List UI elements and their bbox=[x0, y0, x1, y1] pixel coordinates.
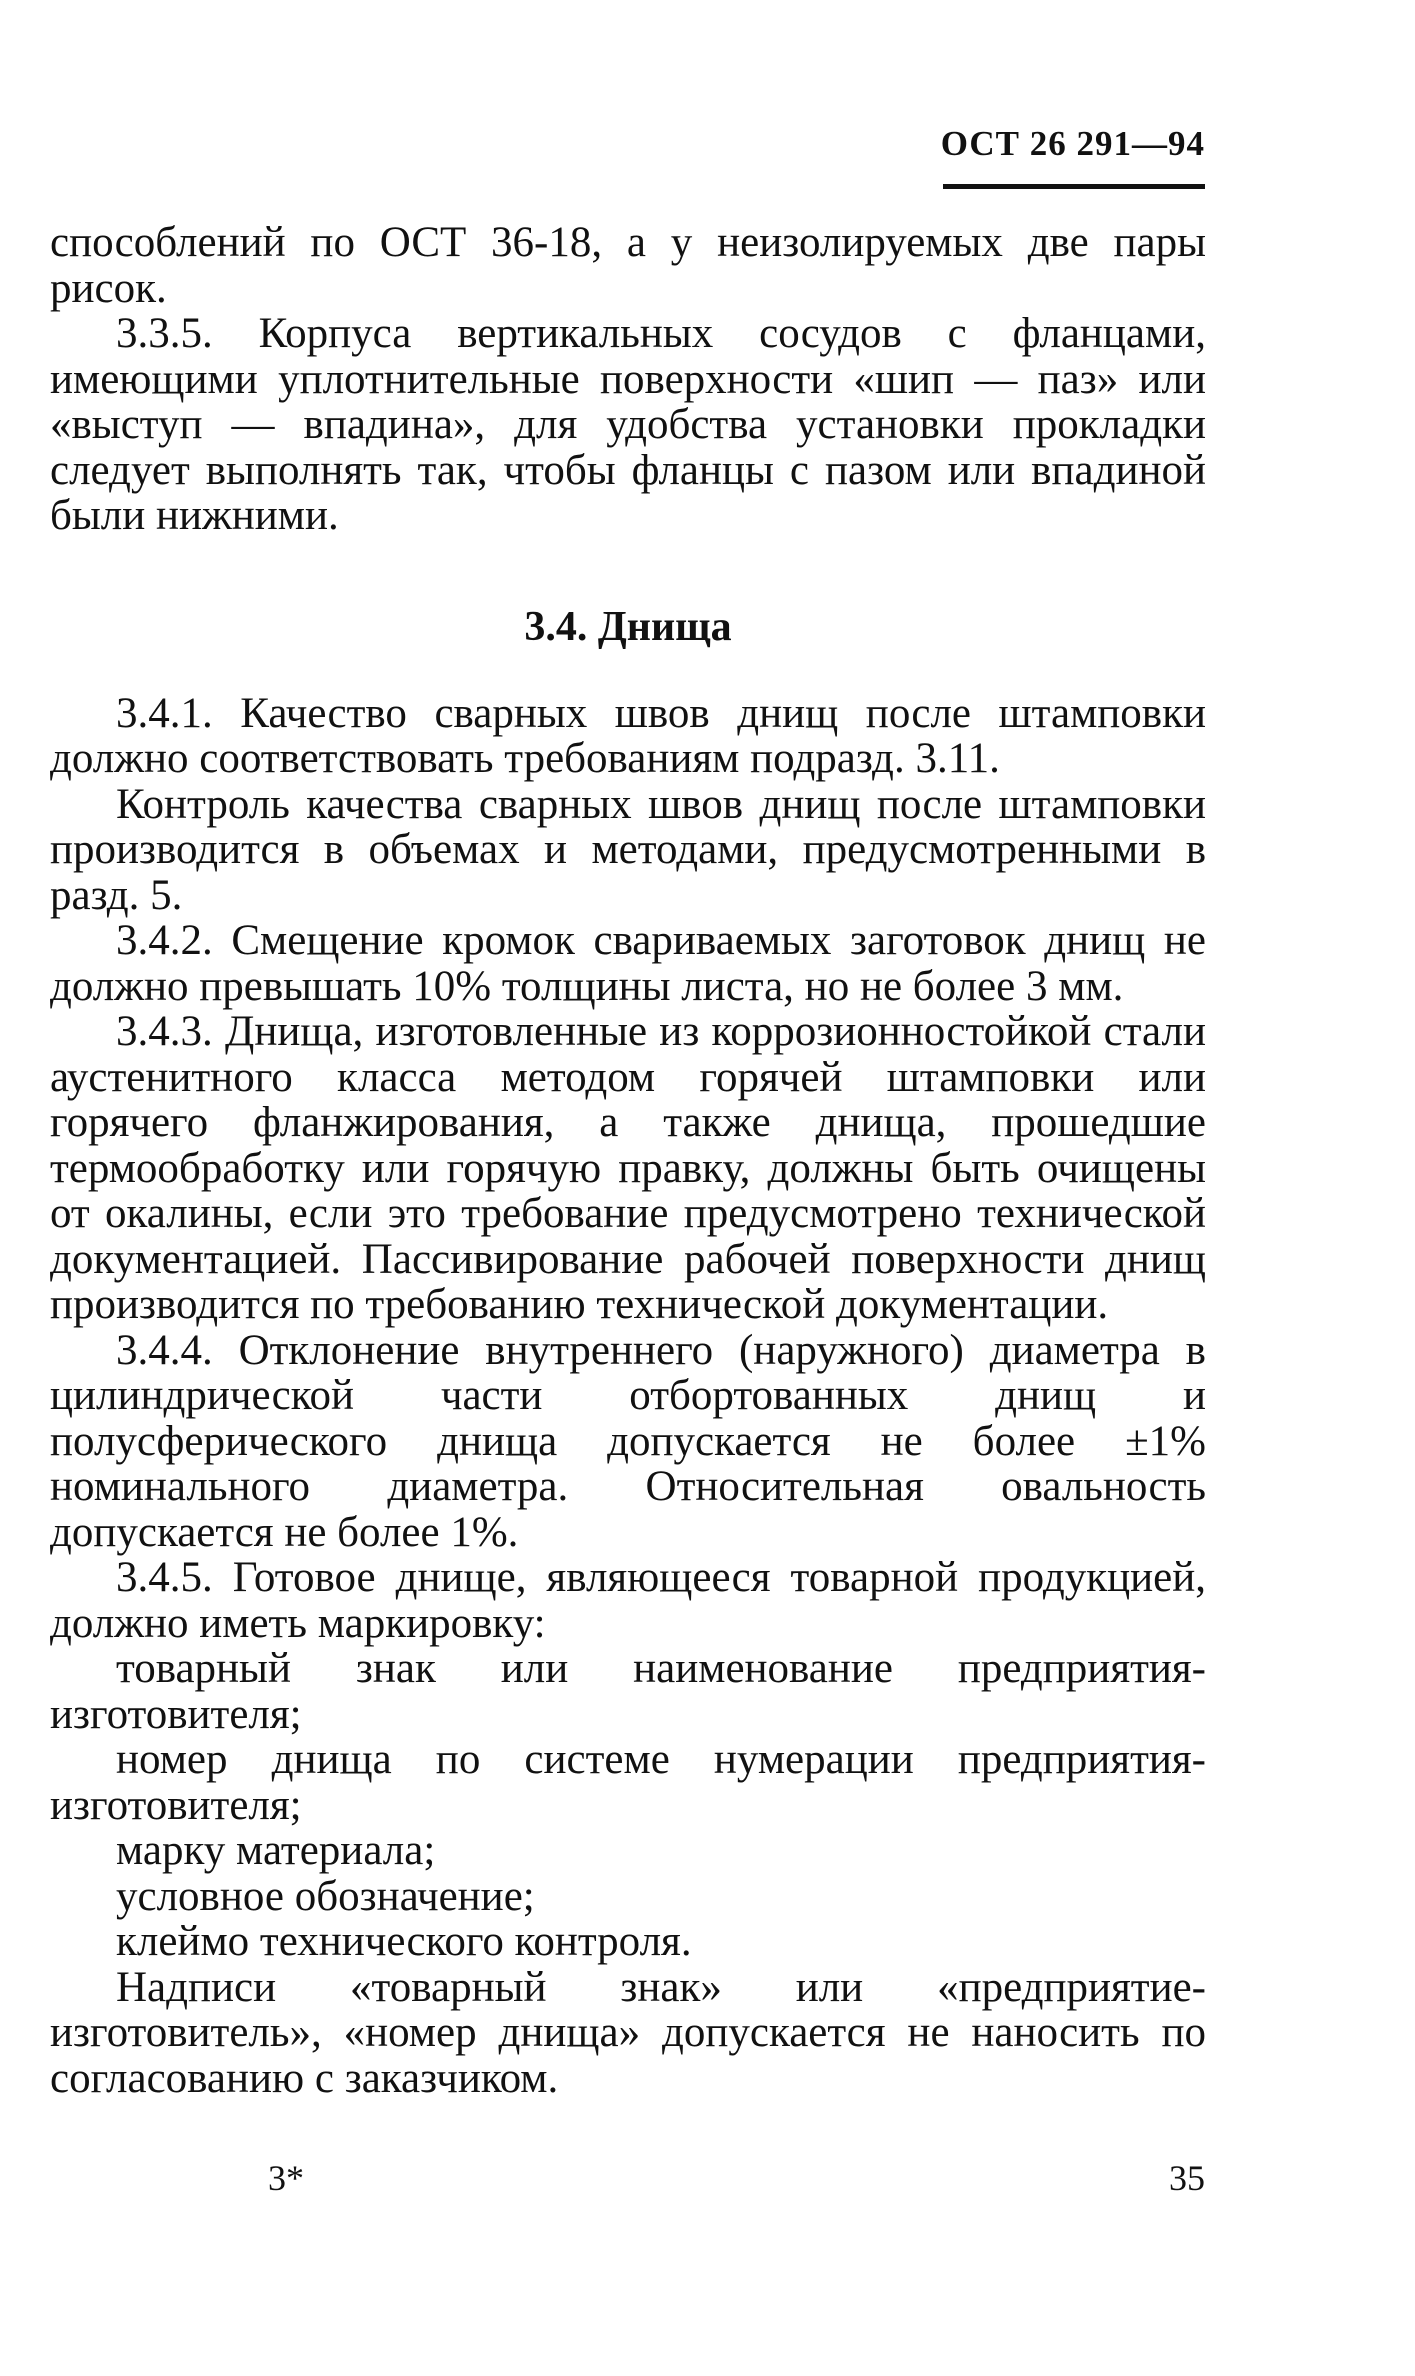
paragraph-control: Контроль качества сварных швов днищ после штамповки производится в объемах и методами, предусмотренными в разд. 5. bbox=[50, 780, 1206, 919]
list-item: товарный знак или наименование предприятия-изготовителя; bbox=[50, 1645, 1206, 1738]
list-item: марку материала; bbox=[116, 1827, 436, 1874]
document-code: ОСТ 26 291—94 bbox=[940, 124, 1205, 163]
list-item: номер днища по системе нумерации предприятия-изготовителя; bbox=[50, 1736, 1206, 1829]
paragraph-3-4-1: 3.4.1. Качество сварных швов днищ после штамповки должно соответствовать требованиям подразд. 3.11. bbox=[50, 689, 1206, 782]
paragraph-3-4-3: 3.4.3. Днища, изготовленные из коррозионностойкой стали аустенитного класса методом горячей штамповки или горячего фланжирования, а также днища, прошедшие термообработку или горячую правку, должны быть очищены от окалины, если это требование предусмотрено технической документацией. Пассивирование рабочей поверхности днищ производится по требованию технической документации. bbox=[50, 1008, 1206, 1328]
list-item: условное обозначение; bbox=[116, 1872, 535, 1920]
signature-mark: 3* bbox=[268, 2158, 304, 2198]
page-number: 35 bbox=[1169, 2158, 1205, 2198]
list-item: клеймо технического контроля. bbox=[116, 1918, 692, 1965]
header-rule bbox=[943, 184, 1205, 189]
page-body bbox=[50, 220, 1206, 2101]
paragraph-3-4-5: 3.4.5. Готовое днище, являющееся товарной продукцией, должно иметь маркировку: bbox=[50, 1554, 1206, 1647]
paragraph-inscriptions: Надписи «товарный знак» или «предприятие-изготовитель», «номер днища» допускается не наносить по согласованию с заказчиком. bbox=[50, 1963, 1206, 2102]
page-header bbox=[941, 126, 1205, 161]
paragraph-3-3-5: 3.3.5. Корпуса вертикальных сосудов с фланцами, имеющими уплотнительные поверхности «шип — паз» или «выступ — впадина», для удобства установки прокладки следует выполнять так, чтобы фланцы с пазом или впадиной были нижними. bbox=[50, 310, 1206, 539]
section-title: 3.4. Днища bbox=[524, 603, 732, 650]
paragraph-3-4-4: 3.4.4. Отклонение внутреннего (наружного) диаметра в цилиндрической части отбортованных днищ и полусферического днища допускается не более ±1% номинального диаметра. Относительная овальность допускается не более 1%. bbox=[50, 1326, 1206, 1556]
paragraph-continuation: способлений по ОСТ 36-18, а у неизолируемых две пары рисок. bbox=[50, 219, 1206, 312]
paragraph-3-4-2: 3.4.2. Смещение кромок свариваемых заготовок днищ не должно превышать 10% толщины листа, но не более 3 мм. bbox=[50, 917, 1206, 1010]
